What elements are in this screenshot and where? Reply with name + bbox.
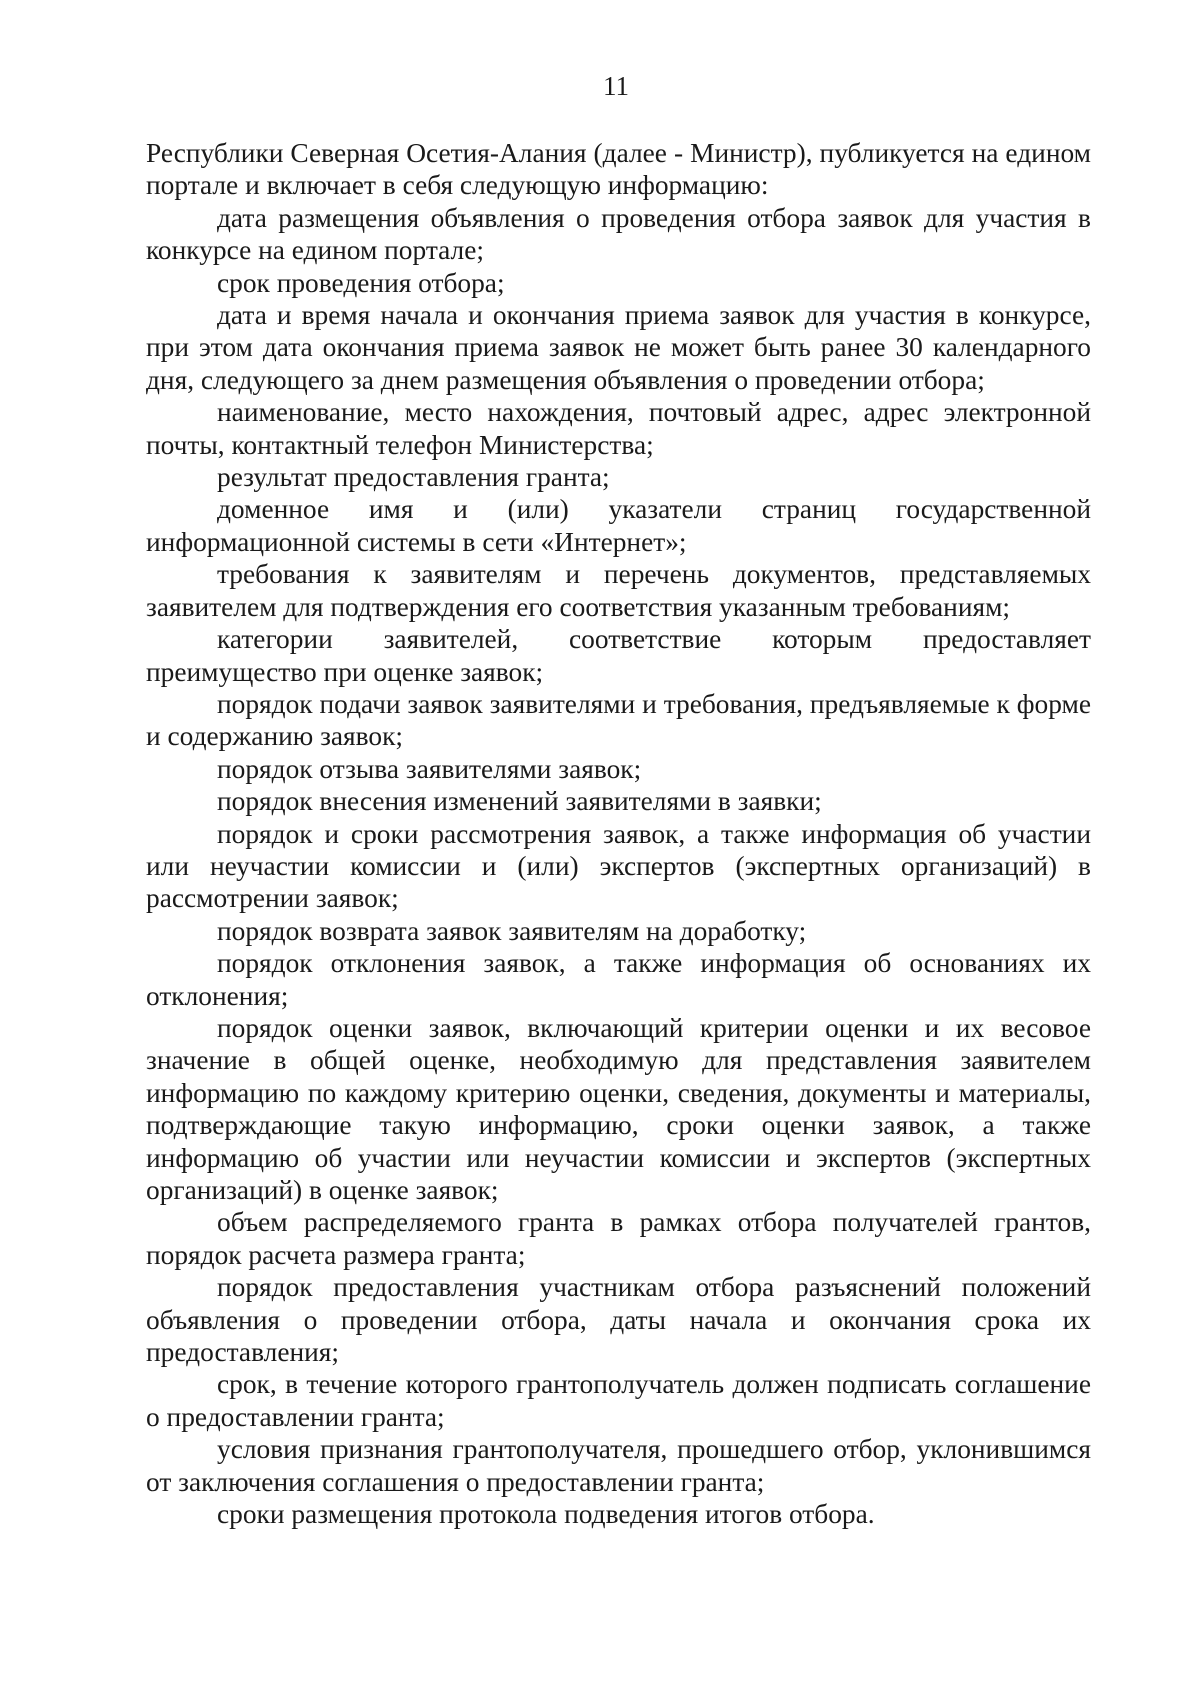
list-item-domain-name: доменное имя и (или) указатели страниц государственной информационной системы в сети «Интернет»;: [146, 494, 1091, 557]
list-item-ministry-contacts: наименование, место нахождения, почтовый адрес, адрес электронной почты, контактный телефон Министерства;: [146, 397, 1091, 460]
list-item-selection-period: срок проведения отбора;: [217, 267, 505, 298]
list-item-withdrawal-procedure: порядок отзыва заявителями заявок;: [217, 753, 642, 784]
list-item-submission-procedure: порядок подачи заявок заявителями и требования, предъявляемые к форме и содержанию заявок;: [146, 688, 1091, 752]
document-body: [146, 137, 1091, 1530]
list-item-applicant-requirements: требования к заявителям и перечень документов, представляемых заявителем для подтверждения его соответствия указанным требованиям;: [146, 559, 1091, 622]
list-item-rejection-procedure: порядок отклонения заявок, а также информация об основаниях их отклонения;: [146, 948, 1091, 1011]
list-item-clarification-procedure: порядок предоставления участникам отбора разъяснений положений объявления о проведении отбора, даты начала и окончания срока их предоставления;: [146, 1272, 1091, 1368]
list-item-amendment-procedure: порядок внесения изменений заявителями в заявки;: [217, 786, 822, 817]
list-item-protocol-deadline: сроки размещения протокола подведения итогов отбора.: [217, 1499, 875, 1530]
list-item-grant-result: результат предоставления гранта;: [217, 462, 610, 493]
list-item-review-procedure: порядок и сроки рассмотрения заявок, а также информация об участии или неучастии комиссии и (или) экспертов (экспертных организаций) в рассмотрении заявок;: [146, 818, 1091, 914]
list-item-evaluation-procedure: порядок оценки заявок, включающий критерии оценки и их весовое значение в общей оценке, необходимую для представления заявителем информацию по каждому критерию оценки, сведения, документы и материалы, подтверждающие такую информацию, сроки оценки заявок, а также информацию об участии или неучастии комиссии и экспертов (экспертных организаций) в оценке заявок;: [146, 1012, 1091, 1205]
list-item-application-dates: дата и время начала и окончания приема заявок для участия в конкурсе, при этом дата окончания приема заявок не может быть ранее 30 календарного дня, следующего за днем размещения объявления о проведении отбора;: [146, 300, 1091, 395]
list-item-announcement-date: дата размещения объявления о проведения отбора заявок для участия в конкурсе на едином портале;: [146, 202, 1091, 266]
page-number: 11: [603, 71, 629, 101]
list-item-evasion-conditions: условия признания грантополучателя, прошедшего отбор, уклонившимся от заключения соглашения о предоставлении гранта;: [146, 1434, 1091, 1497]
list-item-grant-volume: объем распределяемого гранта в рамках отбора получателей грантов, порядок расчета размера гранта;: [146, 1207, 1091, 1270]
list-item-signing-deadline: срок, в течение которого грантополучатель должен подписать соглашение о предоставлении гранта;: [146, 1369, 1091, 1432]
list-item-applicant-categories: категории заявителей, соответствие которым предоставляет преимущество при оценке заявок;: [146, 624, 1091, 687]
paragraph-continuation: Республики Северная Осетия-Алания (далее - Министр), публикуется на едином портале и включает в себя следующую информацию:: [146, 138, 1091, 201]
list-item-return-procedure: порядок возврата заявок заявителям на доработку;: [217, 915, 807, 946]
